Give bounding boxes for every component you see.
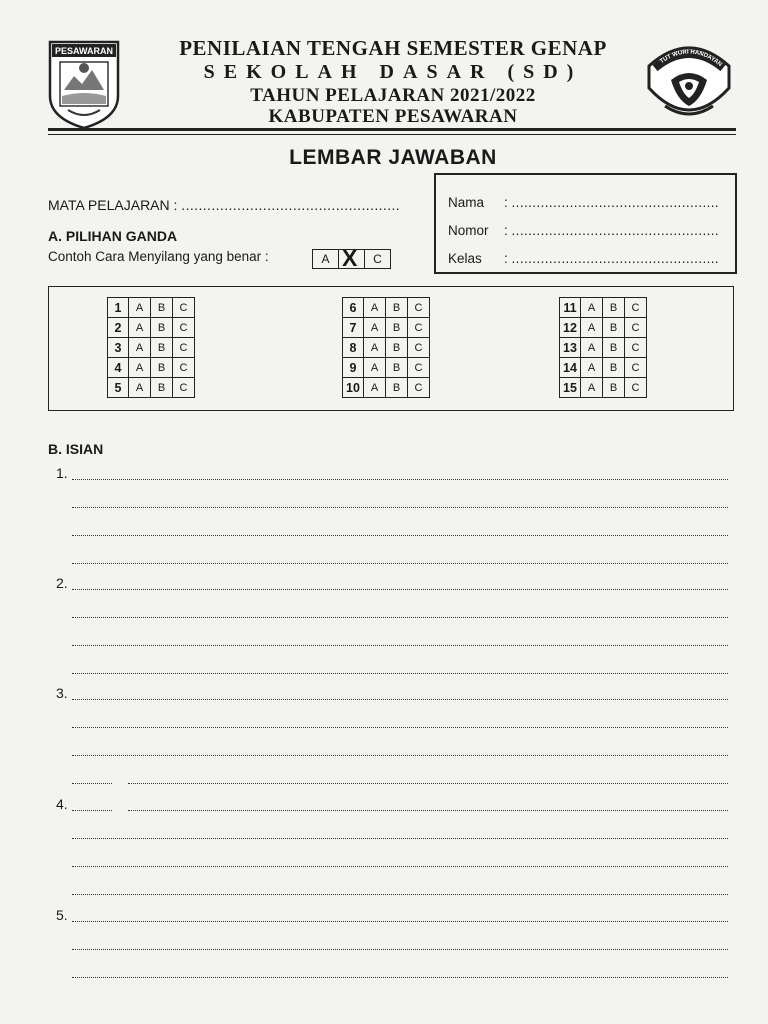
name-field[interactable] bbox=[448, 195, 719, 210]
answer-option-a[interactable]: A bbox=[364, 338, 386, 358]
answer-option-b[interactable]: B bbox=[386, 338, 408, 358]
question-number: 4. bbox=[56, 796, 68, 812]
answer-option-b[interactable]: B bbox=[386, 358, 408, 378]
pesawaran-logo bbox=[46, 38, 122, 130]
answer-option-b[interactable]: B bbox=[151, 338, 173, 358]
answer-option-b[interactable]: B bbox=[151, 378, 173, 398]
answer-option-b[interactable]: B bbox=[603, 338, 625, 358]
answer-number: 14 bbox=[560, 358, 581, 378]
answer-row bbox=[108, 338, 195, 358]
subject-field[interactable] bbox=[48, 197, 400, 213]
answer-option-b[interactable]: B bbox=[386, 318, 408, 338]
number-dots: .................................................. bbox=[511, 223, 720, 238]
number-separator: : bbox=[504, 223, 508, 238]
answer-option-c[interactable]: C bbox=[625, 298, 647, 318]
cross-mark: X bbox=[342, 245, 358, 271]
answer-option-c[interactable]: C bbox=[173, 318, 195, 338]
answer-row bbox=[560, 358, 647, 378]
answer-option-a[interactable]: A bbox=[581, 298, 603, 318]
answer-line[interactable] bbox=[72, 645, 728, 646]
tut-wuri-handayani-logo-text: TUT WURI HANDAYAN bbox=[659, 49, 723, 68]
subject-dots: ................................................... bbox=[181, 197, 401, 213]
answer-option-a[interactable]: A bbox=[581, 318, 603, 338]
answer-option-a[interactable]: A bbox=[129, 318, 151, 338]
answer-option-b[interactable]: B bbox=[603, 358, 625, 378]
answer-line[interactable] bbox=[72, 617, 728, 618]
answer-number: 1 bbox=[108, 298, 129, 318]
answer-line[interactable] bbox=[72, 949, 728, 950]
answer-option-a[interactable]: A bbox=[129, 378, 151, 398]
answer-row bbox=[560, 298, 647, 318]
answer-option-c[interactable]: C bbox=[173, 298, 195, 318]
answer-line[interactable] bbox=[72, 673, 728, 674]
answer-line-segment[interactable] bbox=[72, 783, 112, 784]
answer-row bbox=[560, 318, 647, 338]
answer-option-c[interactable]: C bbox=[625, 318, 647, 338]
class-separator: : bbox=[504, 251, 508, 266]
answer-line[interactable] bbox=[72, 838, 728, 839]
name-separator: : bbox=[504, 195, 508, 210]
answer-line[interactable] bbox=[72, 699, 728, 700]
answer-option-a[interactable]: A bbox=[364, 298, 386, 318]
answer-option-c[interactable]: C bbox=[173, 338, 195, 358]
answer-option-a[interactable]: A bbox=[129, 298, 151, 318]
answer-number: 3 bbox=[108, 338, 129, 358]
answer-line[interactable] bbox=[72, 535, 728, 536]
answer-number: 5 bbox=[108, 378, 129, 398]
answer-line[interactable] bbox=[72, 727, 728, 728]
answer-option-a[interactable]: A bbox=[581, 338, 603, 358]
answer-option-a[interactable]: A bbox=[581, 358, 603, 378]
example-option-a: A bbox=[313, 250, 339, 268]
header-line-4: KABUPATEN PESAWARAN bbox=[268, 106, 518, 127]
answer-row bbox=[560, 378, 647, 398]
answer-table-3 bbox=[559, 297, 647, 398]
answer-option-c[interactable]: C bbox=[408, 378, 430, 398]
page-title: LEMBAR JAWABAN bbox=[289, 146, 497, 169]
answer-row bbox=[108, 298, 195, 318]
answer-option-c[interactable]: C bbox=[408, 318, 430, 338]
answer-line[interactable] bbox=[72, 589, 728, 590]
answer-row bbox=[343, 378, 430, 398]
section-b-heading: B. ISIAN bbox=[48, 441, 104, 457]
answer-option-c[interactable]: C bbox=[625, 378, 647, 398]
name-label: Nama bbox=[448, 195, 485, 210]
question-number: 1. bbox=[56, 465, 68, 481]
answer-row bbox=[343, 318, 430, 338]
answer-option-c[interactable]: C bbox=[408, 358, 430, 378]
header-divider bbox=[48, 128, 736, 131]
answer-number: 4 bbox=[108, 358, 129, 378]
question-number: 3. bbox=[56, 685, 68, 701]
header-line-2: SEKOLAH DASAR (SD) bbox=[203, 61, 583, 83]
number-label: Nomor bbox=[448, 223, 489, 238]
header-divider-thin bbox=[48, 134, 736, 135]
answer-option-b[interactable]: B bbox=[603, 298, 625, 318]
answer-option-b[interactable]: B bbox=[603, 378, 625, 398]
example-instruction: Contoh Cara Menyilang yang benar : bbox=[48, 249, 269, 264]
answer-row bbox=[343, 358, 430, 378]
answer-number: 12 bbox=[560, 318, 581, 338]
section-a-heading: A. PILIHAN GANDA bbox=[48, 228, 178, 244]
answer-option-a[interactable]: A bbox=[129, 358, 151, 378]
answer-option-a[interactable]: A bbox=[364, 378, 386, 398]
answer-line[interactable] bbox=[72, 866, 728, 867]
answer-number: 7 bbox=[343, 318, 364, 338]
answer-option-c[interactable]: C bbox=[173, 358, 195, 378]
answer-option-b[interactable]: B bbox=[386, 298, 408, 318]
answer-number: 10 bbox=[343, 378, 364, 398]
answer-line[interactable] bbox=[72, 977, 728, 978]
answer-row bbox=[560, 338, 647, 358]
answer-option-b[interactable]: B bbox=[151, 318, 173, 338]
answer-grid-box bbox=[48, 286, 734, 411]
answer-option-a[interactable]: A bbox=[581, 378, 603, 398]
answer-row bbox=[108, 358, 195, 378]
subject-label: MATA PELAJARAN : bbox=[48, 197, 178, 213]
number-field[interactable] bbox=[448, 223, 719, 238]
header-line-1: PENILAIAN TENGAH SEMESTER GENAP bbox=[179, 36, 607, 60]
class-label: Kelas bbox=[448, 251, 482, 266]
question-number: 2. bbox=[56, 575, 68, 591]
answer-option-c[interactable]: C bbox=[625, 358, 647, 378]
identity-box bbox=[434, 173, 737, 274]
answer-option-b[interactable]: B bbox=[151, 358, 173, 378]
answer-option-c[interactable]: C bbox=[625, 338, 647, 358]
answer-number: 11 bbox=[560, 298, 581, 318]
answer-line-segment[interactable] bbox=[72, 810, 112, 811]
example-option-b bbox=[339, 245, 365, 271]
pesawaran-logo-text: PESAWARAN bbox=[54, 46, 114, 56]
answer-option-c[interactable]: C bbox=[408, 338, 430, 358]
answer-option-a[interactable]: A bbox=[129, 338, 151, 358]
answer-row bbox=[108, 318, 195, 338]
answer-option-b[interactable]: B bbox=[151, 298, 173, 318]
answer-line[interactable] bbox=[72, 563, 728, 564]
class-field[interactable] bbox=[448, 251, 719, 266]
answer-option-c[interactable]: C bbox=[173, 378, 195, 398]
answer-line[interactable] bbox=[72, 921, 728, 922]
answer-option-a[interactable]: A bbox=[364, 358, 386, 378]
answer-number: 15 bbox=[560, 378, 581, 398]
answer-option-a[interactable]: A bbox=[364, 318, 386, 338]
answer-line[interactable] bbox=[72, 507, 728, 508]
answer-line[interactable] bbox=[72, 479, 728, 480]
class-dots: .................................................. bbox=[511, 251, 720, 266]
answer-option-c[interactable]: C bbox=[408, 298, 430, 318]
answer-line[interactable] bbox=[72, 894, 728, 895]
answer-number: 6 bbox=[343, 298, 364, 318]
answer-option-b[interactable]: B bbox=[386, 378, 408, 398]
answer-table-1 bbox=[107, 297, 195, 398]
answer-number: 9 bbox=[343, 358, 364, 378]
answer-row bbox=[108, 378, 195, 398]
example-option-c: C bbox=[373, 252, 382, 266]
answer-line[interactable] bbox=[128, 810, 728, 811]
answer-number: 8 bbox=[343, 338, 364, 358]
answer-row bbox=[343, 338, 430, 358]
question-number: 5. bbox=[56, 907, 68, 923]
example-answer-box bbox=[312, 245, 391, 271]
answer-option-b[interactable]: B bbox=[603, 318, 625, 338]
answer-number: 2 bbox=[108, 318, 129, 338]
answer-number: 13 bbox=[560, 338, 581, 358]
answer-line[interactable] bbox=[72, 755, 728, 756]
header-line-3: TAHUN PELAJARAN 2021/2022 bbox=[250, 85, 536, 106]
answer-row bbox=[343, 298, 430, 318]
answer-table-2 bbox=[342, 297, 430, 398]
name-dots: .................................................. bbox=[511, 195, 720, 210]
answer-line[interactable] bbox=[128, 783, 728, 784]
